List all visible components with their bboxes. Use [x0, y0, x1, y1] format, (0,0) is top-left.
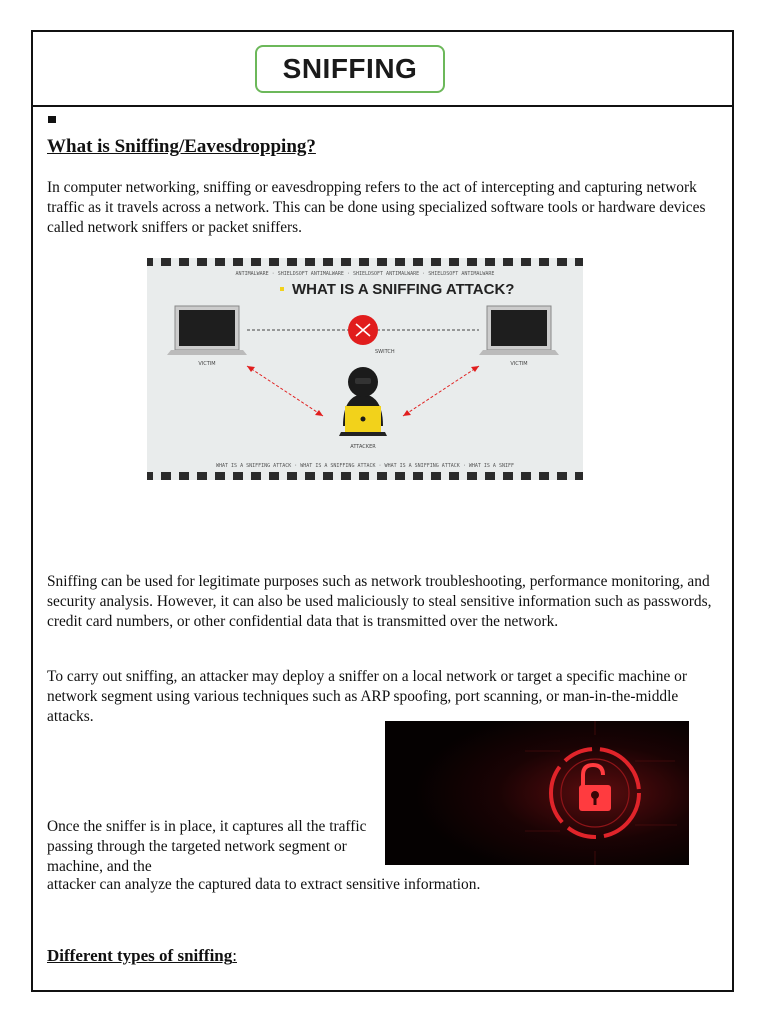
title-marker — [280, 287, 284, 291]
paragraph-capture-part1: Once the sniffer is in place, it captures all the traffic passing through the targeted network segment or machine, and the — [47, 818, 367, 875]
banner-top-text: ANTIMALWARE · SHIELDSOFT ANTIMALWARE · SHIELDSOFT ANTIMALWARE · SHIELDSOFT ANTIMALWARE — [235, 271, 495, 277]
victim-right-label: VICTIM — [510, 361, 528, 367]
switch-label: SWITCH — [375, 349, 395, 355]
page-title: SNIFFING — [255, 45, 445, 93]
victim-left-label: VICTIM — [198, 361, 216, 367]
unlocked-padlock-image — [385, 721, 689, 865]
switch-icon — [348, 315, 378, 345]
page-frame — [31, 30, 734, 992]
paragraph-uses: Sniffing can be used for legitimate purposes such as network troubleshooting, performance monitoring, and security analysis. However, it can also be used maliciously to steal sensitive information such as passwords, credit card numbers, or other confidential data that is transmitted over the network. — [47, 573, 712, 630]
header-divider — [33, 105, 732, 107]
banner-bottom-text: WHAT IS A SNIFFING ATTACK · WHAT IS A SNIFFING ATTACK · WHAT IS A SNIFFING ATTACK · WHAT IS A SNIFF — [215, 463, 515, 469]
paragraph-definition: In computer networking, sniffing or eavesdropping refers to the act of intercepting and capturing network traffic as it travels across a network. This can be done using specialized software tools or hardware devices called network sniffers or packet sniffers. — [47, 179, 706, 236]
types-heading-text: Different types of sniffing — [47, 946, 233, 965]
bullet-marker — [48, 116, 56, 123]
paragraph-techniques: To carry out sniffing, an attacker may deploy a sniffer on a local network or target a specific machine or network segment using various techniques such as ARP spoofing, port scanning, or man-in-the-middle attacks. — [47, 668, 687, 725]
types-heading-colon: : — [232, 946, 237, 965]
victim-laptop-left-icon — [167, 306, 247, 355]
diagram-title: WHAT IS A SNIFFING ATTACK? — [292, 281, 515, 298]
attacker-label: ATTACKER — [350, 444, 376, 450]
sniffing-attack-diagram — [147, 258, 583, 480]
section-heading-types-of-sniffing — [47, 946, 237, 966]
paragraph-capture-part2: attacker can analyze the captured data to extract sensitive information. — [47, 876, 481, 893]
victim-laptop-right-icon — [479, 306, 559, 355]
section-heading-what-is-sniffing: What is Sniffing/Eavesdropping? — [47, 136, 316, 157]
